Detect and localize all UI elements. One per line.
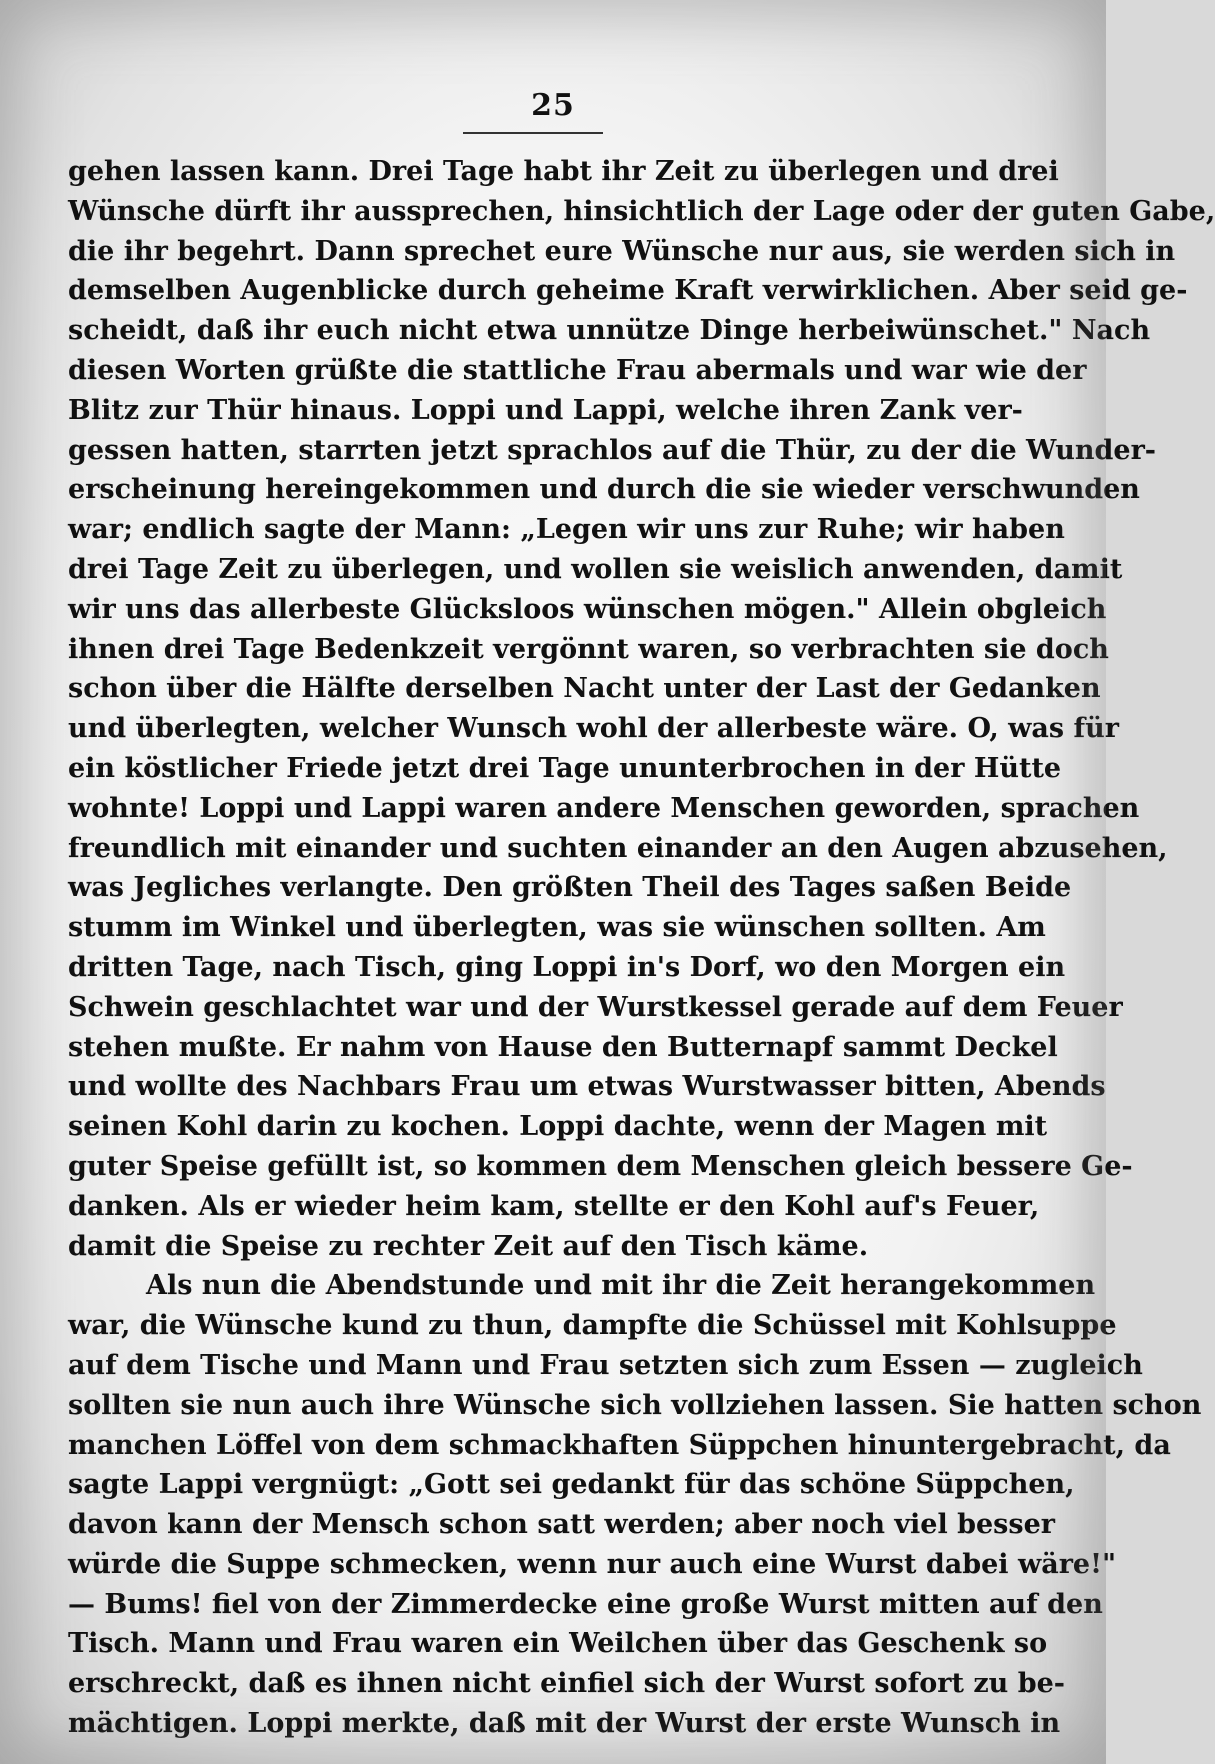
text-line: ihnen drei Tage Bedenkzeit vergönnt waren, so verbrachten sie doch [68,633,1109,665]
text-line: danken. Als er wieder heim kam, stellte er den Kohl auf's Feuer, [68,1190,1040,1222]
text-line: wohnte! Loppi und Lappi waren andere Menschen geworden, sprachen [68,792,1140,824]
text-line: erscheinung hereingekommen und durch die sie wieder verschwunden [68,474,1140,506]
body-text [68,152,1215,1744]
text-line: scheidt, daß ihr euch nicht etwa unnütze Dinge herbeiwünschet." Nach [68,315,1151,347]
text-line: war; endlich sagte der Mann: „Legen wir uns zur Ruhe; wir haben [68,514,1065,546]
text-line: drei Tage Zeit zu überlegen, und wollen sie weislich anwenden, damit [68,553,1123,585]
text-line: demselben Augenblicke durch geheime Kraft verwirklichen. Aber seid ge- [68,275,1188,307]
text-line: Wünsche dürft ihr aussprechen, hinsichtlich der Lage oder der guten Gabe, [68,195,1215,227]
text-line: Tisch. Mann und Frau waren ein Weilchen über das Geschenk so [68,1628,1048,1660]
text-line: davon kann der Mensch schon satt werden; aber noch viel besser [68,1509,1055,1541]
text-line: mächtigen. Loppi merkte, daß mit der Wurst der erste Wunsch in [68,1708,1061,1740]
text-line: stehen mußte. Er nahm von Hause den Butternapf sammt Deckel [68,1031,1058,1063]
text-line: erschreckt, daß es ihnen nicht einfiel sich der Wurst sofort zu be- [68,1668,1065,1700]
text-line: würde die Suppe schmecken, wenn nur auch eine Wurst dabei wäre!" [68,1548,1117,1580]
text-line: seinen Kohl darin zu kochen. Loppi dachte, wenn der Magen mit [68,1111,1048,1143]
text-line: schon über die Hälfte derselben Nacht unter der Last der Gedanken [68,673,1101,705]
text-line: stumm im Winkel und überlegten, was sie wünschen sollten. Am [68,912,1046,944]
text-line: gehen lassen kann. Drei Tage habt ihr Zeit zu überlegen und drei [68,156,1059,187]
text-line: guter Speise gefüllt ist, so kommen dem Menschen gleich bessere Ge- [68,1150,1133,1182]
text-line: Blitz zur Thür hinaus. Loppi und Lappi, welche ihren Zank ver- [68,394,1023,426]
text-line: und überlegten, welcher Wunsch wohl der allerbeste wäre. O, was für [68,713,1119,745]
text-line: gessen hatten, starrten jetzt sprachlos auf die Thür, zu der die Wunder- [68,434,1157,466]
text-line: diesen Worten grüßte die stattliche Frau abermals und war wie der [68,354,1087,386]
text-line: — Bums! fiel von der Zimmerdecke eine große Wurst mitten auf den [68,1588,1103,1620]
text-line: ein köstlicher Friede jetzt drei Tage ununterbrochen in der Hütte [68,752,1062,784]
text-line: war, die Wünsche kund zu thun, dampfte die Schüssel mit Kohlsuppe [68,1310,1117,1342]
text-line: auf dem Tische und Mann und Frau setzten sich zum Essen — zugleich [68,1349,1143,1381]
text-line: sagte Lappi vergnügt: „Gott sei gedankt für das schöne Süppchen, [68,1469,1075,1501]
page-number: 25 [531,88,575,123]
text-line: damit die Speise zu rechter Zeit auf den Tisch käme. [68,1230,869,1262]
text-line: wir uns das allerbeste Glücksloos wünschen mögen." Allein obgleich [68,593,1107,625]
text-line: Schwein geschlachtet war und der Wurstkessel gerade auf dem Feuer [68,991,1123,1023]
text-line: sollten sie nun auch ihre Wünsche sich vollziehen lassen. Sie hatten schon [68,1389,1202,1421]
text-line: die ihr begehrt. Dann sprechet eure Wünsche nur aus, sie werden sich in [68,235,1176,267]
text-line: und wollte des Nachbars Frau um etwas Wurstwasser bitten, Abends [68,1071,1106,1103]
header-rule [463,132,603,134]
text-line: manchen Löffel von dem schmackhaften Süppchen hinuntergebracht, da [68,1429,1171,1461]
text-line: Als nun die Abendstunde und mit ihr die Zeit herangekommen [146,1270,1096,1302]
text-line: was Jegliches verlangte. Den größten Theil des Tages saßen Beide [68,872,1072,904]
text-line: dritten Tage, nach Tisch, ging Loppi in's Dorf, wo den Morgen ein [68,951,1066,983]
text-line: freundlich mit einander und suchten einander an den Augen abzusehen, [68,832,1168,864]
